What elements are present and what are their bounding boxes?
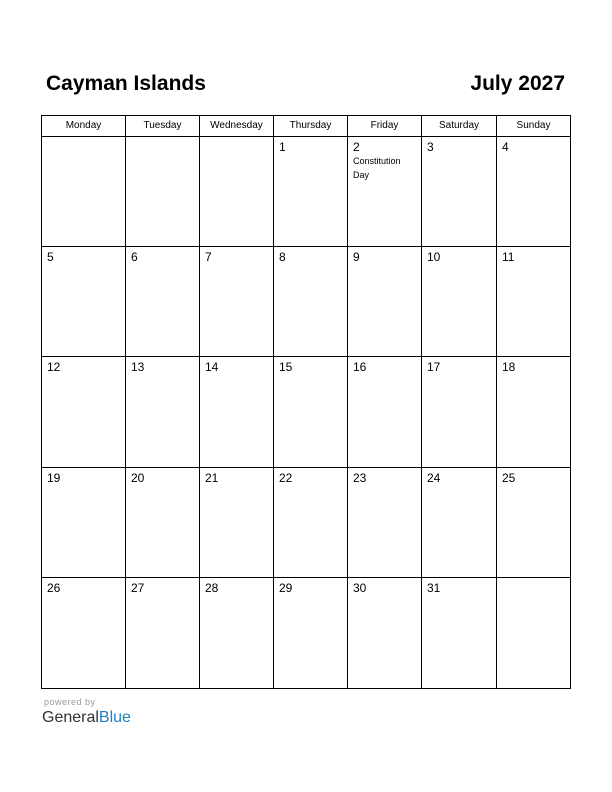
day-cell[interactable] — [126, 578, 200, 688]
day-number: 30 — [353, 580, 367, 595]
calendar-grid — [41, 115, 571, 689]
day-number: 31 — [427, 580, 441, 595]
day-cell[interactable] — [422, 247, 497, 357]
day-number: 5 — [47, 250, 54, 265]
day-number: 10 — [427, 250, 441, 265]
day-cell[interactable] — [42, 137, 126, 247]
day-number: 12 — [47, 360, 61, 375]
day-number: 4 — [502, 140, 509, 154]
day-cell[interactable] — [348, 468, 422, 578]
day-cell[interactable] — [42, 468, 126, 578]
day-number: 11 — [502, 250, 515, 265]
day-number: 22 — [279, 470, 293, 485]
day-cell[interactable] — [200, 468, 274, 578]
day-cell[interactable] — [422, 468, 497, 578]
day-cell[interactable] — [348, 247, 422, 357]
day-cell[interactable] — [497, 468, 570, 578]
day-number: 18 — [502, 360, 516, 375]
day-number: 27 — [131, 580, 145, 595]
day-cell[interactable] — [348, 357, 422, 467]
day-cell[interactable] — [200, 357, 274, 467]
day-cell[interactable] — [422, 578, 497, 688]
day-number: 15 — [279, 360, 293, 375]
day-number: 29 — [279, 580, 293, 595]
day-cell[interactable] — [348, 578, 422, 688]
day-cell[interactable] — [422, 137, 497, 247]
weekday-header: Saturday — [422, 116, 497, 137]
day-number: 21 — [205, 470, 219, 485]
day-number: 25 — [502, 470, 516, 485]
day-number: 24 — [427, 470, 441, 485]
day-cell[interactable] — [126, 357, 200, 467]
weekday-header: Sunday — [497, 116, 570, 137]
day-number: 26 — [47, 580, 61, 595]
day-number: 14 — [205, 360, 219, 375]
day-number: 17 — [427, 360, 441, 375]
day-cell[interactable] — [42, 357, 126, 467]
day-cell[interactable] — [200, 137, 274, 247]
day-cell[interactable] — [42, 578, 126, 688]
brand-general-text: General — [42, 709, 99, 726]
brand-blue-text: Blue — [98, 709, 131, 726]
day-number: 8 — [279, 250, 286, 265]
weekday-header: Wednesday — [200, 116, 274, 137]
holiday-label: Constitution Day — [353, 156, 401, 180]
day-cell[interactable] — [497, 137, 570, 247]
day-cell[interactable] — [42, 247, 126, 357]
day-cell[interactable] — [497, 357, 570, 467]
day-number: 19 — [47, 470, 61, 485]
day-number: 16 — [353, 360, 367, 375]
day-cell[interactable] — [274, 468, 348, 578]
day-cell[interactable] — [126, 137, 200, 247]
day-cell[interactable] — [126, 247, 200, 357]
day-cell[interactable] — [126, 468, 200, 578]
powered-by-label: powered by — [44, 697, 96, 707]
day-cell[interactable] — [348, 137, 422, 247]
day-number: 20 — [131, 470, 145, 485]
day-cell[interactable] — [274, 578, 348, 688]
day-number: 9 — [353, 250, 360, 265]
generalblue-logo[interactable] — [42, 708, 131, 728]
day-cell[interactable] — [422, 357, 497, 467]
day-cell[interactable] — [274, 357, 348, 467]
day-cell[interactable] — [497, 247, 570, 357]
day-number: 2 — [353, 140, 360, 154]
weekday-header: Tuesday — [126, 116, 200, 137]
day-cell[interactable] — [497, 578, 570, 688]
calendar-country-title: Cayman Islands — [46, 72, 206, 95]
day-number: 7 — [205, 250, 212, 265]
calendar-month-title: July 2027 — [470, 72, 565, 95]
weekday-header: Friday — [348, 116, 422, 137]
day-number: 28 — [205, 580, 219, 595]
day-cell[interactable] — [200, 247, 274, 357]
day-number: 23 — [353, 470, 367, 485]
day-number: 1 — [279, 140, 286, 154]
day-number: 6 — [131, 250, 138, 265]
weekday-header: Thursday — [274, 116, 348, 137]
day-number: 3 — [427, 140, 434, 154]
day-cell[interactable] — [274, 247, 348, 357]
day-number: 13 — [131, 360, 145, 375]
weekday-header: Monday — [42, 116, 126, 137]
day-cell[interactable] — [200, 578, 274, 688]
day-cell[interactable] — [274, 137, 348, 247]
